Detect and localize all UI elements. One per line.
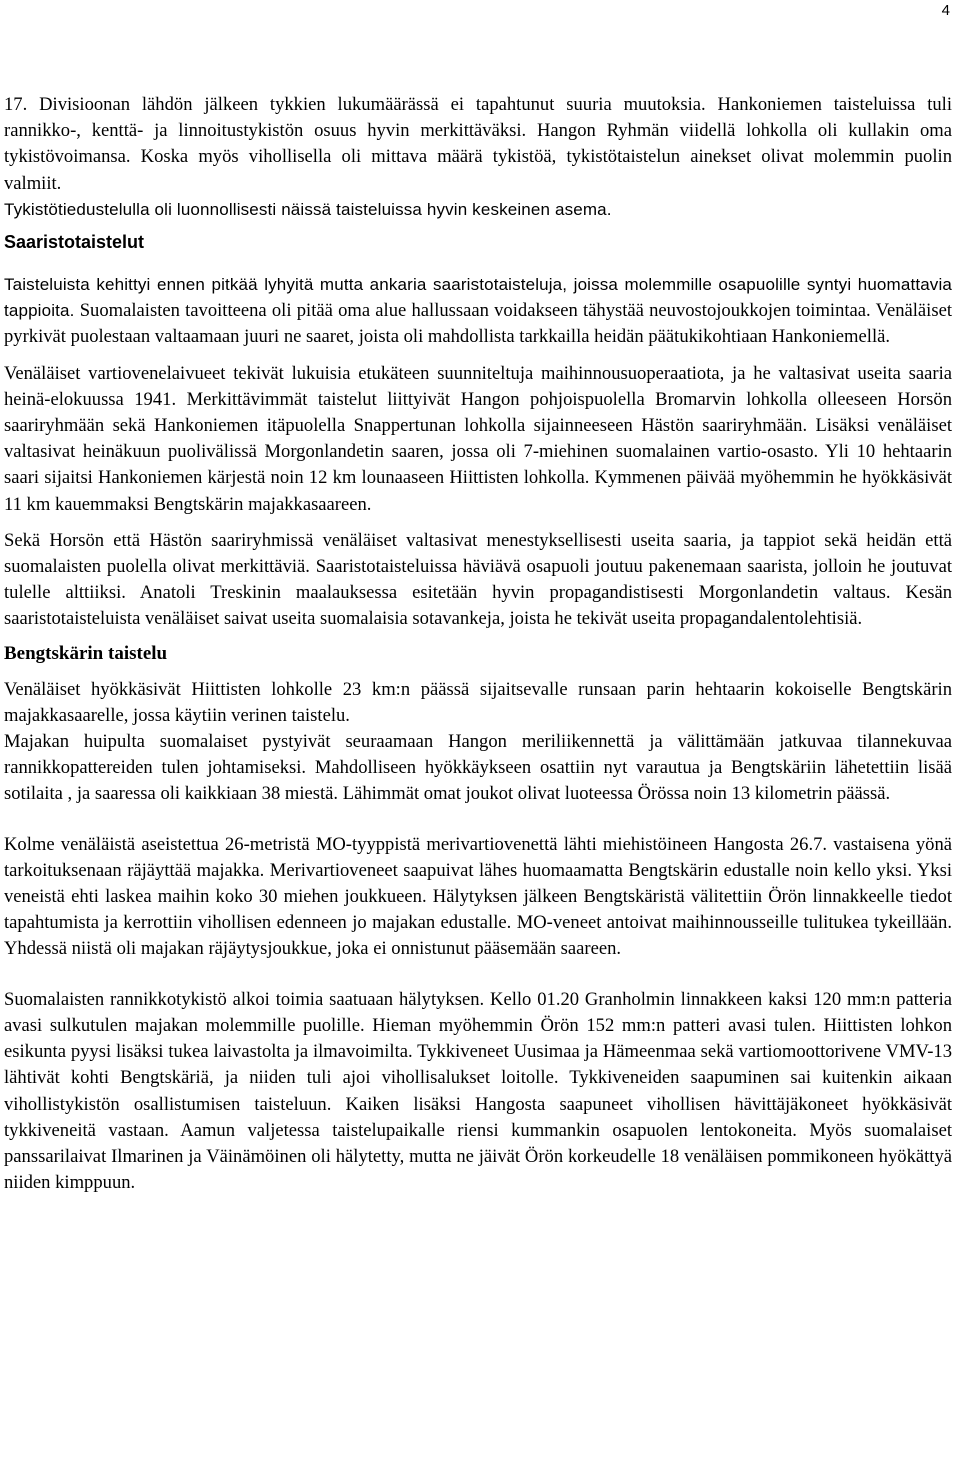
- paragraph-rannikkotykisto: Suomalaisten rannikkotykistö alkoi toimia saatuaan hälytyksen. Kello 01.20 Granholmin linnakkeen kaksi 120 mm:n patteria avasi sulkutulen majakan molemmille puolille. Hieman myöhemmin Örön 152 mm:n patteri avasi tulen. Hiittisten lohkon esikunta pyysi lisäksi tukea laivastolta ja ilmavoimilta. Tykkiveneet Uusimaa ja Hämeenmaa sekä vartiomoottorivene VMV-13 lähtivät kohti Bengtskäriä, ja niiden tuli ajoi vihollisalukset loitolle. Tykkiveneiden saapuminen sai kuitenkin aikaan vihollistykistön osallistumisen taisteluun. Kaiken lisäksi Hangosta saapuneet vihollisen hävittäjäkoneet hyökkäsivät tykkiveneitä vastaan. Aamun valjetessa taistelupaikalle riensi kummankin osapuolen lentokoneita. Myös suomalaiset panssarilaivat Ilmarinen ja Väinämöinen oli hälytetty, mutta ne jäivät Örön korkeudelle 18 venäläisen pommikoneen hyökättyä niiden kimppuun.: [4, 988, 952, 1194]
- paragraph-bengtskar-hyokkays: Venäläiset hyökkäsivät Hiittisten lohkolle 23 km:n päässä sijaitsevalle runsaan parin hehtaarin kokoiselle Bengtskärin majakkasaarelle, jossa käytiin verinen taistelu.: [4, 678, 952, 726]
- paragraph-majakka: Majakan huipulta suomalaiset pystyivät seuraamaan Hangon meriliikennettä ja välittämään jatkuvaa tilannekuvaa rannikkopattereiden tulen johtamiseksi. Mahdolliseen hyökkäykseen osattiin nyt varautua ja Bengtskäriin lähetettiin lisää sotilaita , ja saaressa oli kaikkiaan 38 miestä. Lähimmät omat joukot olivat luoteessa Örössa noin 13 kilometrin päässä.: [4, 731, 952, 805]
- page-content: [4, 92, 952, 1196]
- paragraph-vartiovenelaivueet: Venäläiset vartiovenelaivueet tekivät lukuisia etukäteen suunniteltuja maihinnousuoperaatiota, ja he valtasivat useita saaria heinä-elokuussa 1941. Merkittävimmät taistelut liittyivät Hangon pohjoispuolella Bromarvin lohkolla olleeseen Horsön saariryhmään sekä Hankoniemen itäpuolella Snappertunan lohkolla sijainneeseen Hästön saariryhmään. Lisäksi venäläiset valtasivat heinäkuun puolivälissä Morgonlandetin saaren, jossa oli 7-miehinen suomalainen vartio-osasto. Yli 10 hehtaarin saari sijaitsi Hankoniemen kärjestä noin 12 km lounaaseen Hiittisten lohkolla. Kymmenen päivää myöhemmin he hyökkäsivät 11 km kauemmaksi Bengtskärin majakkasaareen.: [4, 362, 952, 515]
- paragraph-saaristo-intro: [4, 272, 952, 351]
- heading-bengtskarin-taistelu: Bengtskärin taistelu: [4, 642, 168, 664]
- paragraph-tykistotiedustelu: Tykistötiedustelulla oli luonnollisesti näissä taisteluissa hyvin keskeinen asema.: [4, 199, 612, 219]
- paragraph-saaristo-intro-a: Taisteluista kehittyi ennen pitkää lyhyitä mutta ankaria saaristotaisteluja, joissa molemmille osapuolille syntyi huomattavia tappioita.: [4, 275, 952, 321]
- paragraph-saaristo-intro-b: Suomalaisten tavoitteena oli pitää oma alue hallussaan voidakseen tähystää neuvostojoukkojen toimintaa. Venäläiset pyrkivät puolestaan valtaamaan juuri ne saaret, joista oli mahdollista tarkkailla heidän päätukikohtiaan Hankoniemellä.: [4, 300, 952, 348]
- paragraph-horso-hasto: Sekä Horsön että Hästön saariryhmissä venäläiset valtasivat menestyksellisesti useita saaria, ja tappiot sekä heidän että suomalaisten puolella olivat merkittäviä. Saaristotaisteluissa häviävä osapuoli joutuu pakenemaan saarista, jolloin he joutuvat tulelle alttiiksi. Anatoli Treskinin maalauksessa esitetään hyvin propagandistisesti Morgonlandetin valtaus. Kesän saaristotaisteluista venäläiset saivat useita suomalaisia sotavankeja, joista he tekivät useita propagandalentolehtisiä.: [4, 529, 952, 630]
- paragraph-divisioona: 17. Divisioonan lähdön jälkeen tykkien lukumäärässä ei tapahtunut suuria muutoksia. Hankoniemen taisteluissa tuli rannikko-, kenttä- ja linnoitustykistön osuus hyvin merkittäväksi. Hangon Ryhmän viidellä lohkolla oli kullakin oma tykistövoimansa. Koska myös vihollisella oli mittava määrä tykistöä, tykistötaistelun ainekset olivat molemmin puolin valmiit.: [4, 94, 952, 194]
- heading-saaristotaistelut: Saaristotaistelut: [4, 232, 145, 253]
- paragraph-mo-veneet: Kolme venäläistä aseistettua 26-metristä MO-tyyppistä merivartiovenettä lähti miehistöineen Hangosta 26.7. vastaisena yönä tarkoituksenaan räjäyttää majakka. Merivartioveneet saapuivat lähes huomaamatta Bengtskärin edustalle noin kello yksi. Yksi veneistä ehti laskea maihin koko 30 miehen joukkueen. Hälytyksen jälkeen Bengtskäristä välitettiin Örön linnakkeelle tiedot tapahtumista ja kerrottiin vihollisen edenneen jo majakan edustalle. MO-veneet antoivat maihinnousseille tulitukea tykeillään. Yhdessä niistä oli majakan räjäytysjoukkue, joka ei onnistunut pääsemään saareen.: [4, 833, 952, 960]
- page-number: 4: [941, 2, 950, 19]
